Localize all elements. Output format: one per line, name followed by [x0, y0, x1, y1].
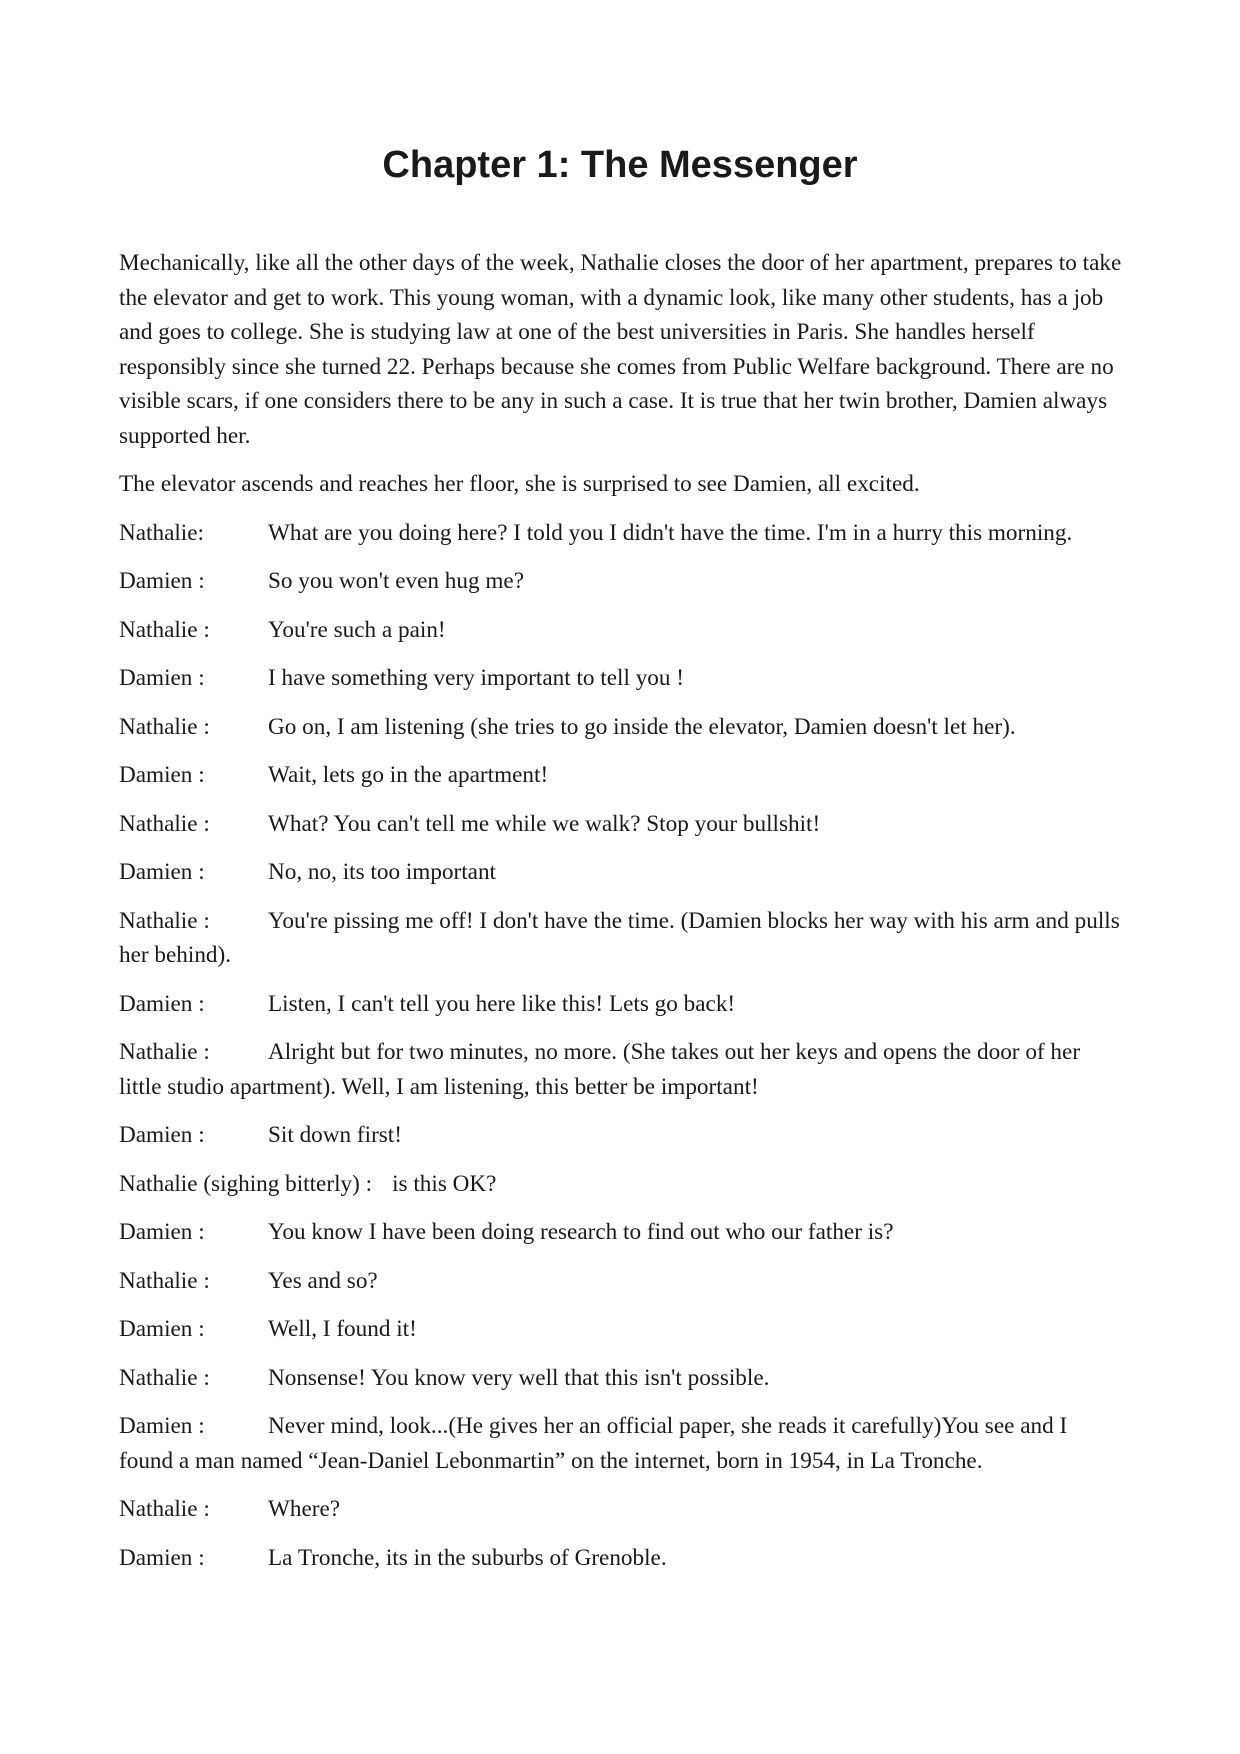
- dialogue-text: Well, I found it!: [268, 1316, 417, 1342]
- dialogue-text: You're such a pain!: [268, 616, 446, 643]
- dialogue-text: You know I have been doing research to find out who our father is?: [268, 1219, 894, 1245]
- dialogue-line: [119, 1118, 1123, 1153]
- dialogue-line: [119, 1264, 1123, 1299]
- dialogue-line: [119, 661, 1123, 696]
- dialogue-text: You're pissing me off! I don't have the time. (Damien blocks her way with his arm and pulls her behind).: [119, 907, 1120, 968]
- speaker-name: Nathalie :: [119, 1364, 210, 1391]
- speaker-name: Damien :: [119, 1219, 205, 1245]
- speaker-name: Damien :: [119, 990, 205, 1017]
- dialogue-line: [119, 1492, 1123, 1527]
- dialogue-line: [119, 807, 1123, 842]
- speaker-name: Damien :: [119, 762, 205, 788]
- dialogue-text: So you won't even hug me?: [268, 568, 524, 594]
- speaker-name: Nathalie :: [119, 1496, 210, 1522]
- dialogue-line: [119, 987, 1123, 1022]
- dialogue-text: Wait, lets go in the apartment!: [268, 762, 549, 788]
- speaker-name: Nathalie :: [119, 810, 210, 837]
- speaker-name: Nathalie :: [119, 616, 210, 643]
- speaker-name: Damien :: [119, 1413, 205, 1439]
- dialogue-text: Never mind, look...(He gives her an official paper, she reads it carefully)You see and I found a man named “Jean-Daniel Lebonmartin” on the internet, born in 1954, in La Tronche.: [119, 1413, 1068, 1474]
- dialogue-text: What? You can't tell me while we walk? Stop your bullshit!: [268, 810, 821, 837]
- speaker-name: Damien :: [119, 1544, 205, 1571]
- dialogue-block: [119, 516, 1123, 1576]
- dialogue-line: [119, 1312, 1123, 1347]
- narrative-paragraph: The elevator ascends and reaches her floor, she is surprised to see Damien, all excited.: [119, 471, 920, 497]
- speaker-name: Nathalie :: [119, 713, 210, 740]
- dialogue-line: [119, 1035, 1123, 1104]
- dialogue-text: No, no, its too important: [268, 859, 497, 885]
- dialogue-line: [119, 564, 1123, 599]
- dialogue-line: [119, 613, 1123, 648]
- narrative-paragraph: Mechanically, like all the other days of the week, Nathalie closes the door of her apartment, prepares to take the elevator and get to work. This young woman, with a dynamic look, like many other students, has a job and goes to college. She is studying law at one of the best universities in Paris. She handles herself responsibly since she turned 22. Perhaps because she comes from Public Welfare background. There are no visible scars, if one considers there to be any in such a case. It is true that her twin brother, Damien always supported her.: [119, 250, 1122, 449]
- dialogue-text: Yes and so?: [268, 1267, 378, 1294]
- dialogue-text: Nonsense! You know very well that this isn't possible.: [268, 1364, 770, 1391]
- dialogue-text: Go on, I am listening (she tries to go inside the elevator, Damien doesn't let her).: [268, 713, 1016, 740]
- dialogue-line: [119, 1167, 1123, 1202]
- speaker-name: Damien :: [119, 1316, 205, 1342]
- speaker-name: Nathalie :: [119, 1039, 210, 1065]
- speaker-name: Damien :: [119, 859, 205, 885]
- dialogue-text: Sit down first!: [268, 1122, 402, 1148]
- dialogue-text: La Tronche, its in the suburbs of Grenoble.: [268, 1544, 667, 1571]
- speaker-name: Nathalie:: [119, 519, 204, 546]
- dialogue-text: Where?: [268, 1496, 341, 1522]
- speaker-name: Nathalie :: [119, 1267, 210, 1294]
- dialogue-text: Listen, I can't tell you here like this! Lets go back!: [268, 990, 736, 1017]
- chapter-body: [119, 246, 1123, 1589]
- dialogue-text: is this OK?: [392, 1170, 497, 1197]
- dialogue-line: [119, 1215, 1123, 1250]
- dialogue-text: What are you doing here? I told you I didn't have the time. I'm in a hurry this morning.: [268, 519, 1073, 546]
- chapter-title: Chapter 1: The Messenger: [382, 144, 858, 186]
- speaker-name: Damien :: [119, 1122, 205, 1148]
- dialogue-text: Alright but for two minutes, no more. (She takes out her keys and opens the door of her little studio apartment). Well, I am listening, this better be important!: [119, 1039, 1081, 1100]
- dialogue-line: [119, 710, 1123, 745]
- dialogue-text: I have something very important to tell you !: [268, 665, 684, 691]
- dialogue-line: [119, 516, 1123, 551]
- dialogue-line: [119, 904, 1123, 973]
- dialogue-line: [119, 1361, 1123, 1396]
- speaker-name: Nathalie :: [119, 907, 210, 934]
- dialogue-line: [119, 1541, 1123, 1576]
- dialogue-line: [119, 758, 1123, 793]
- dialogue-line: [119, 855, 1123, 890]
- speaker-name: Damien :: [119, 568, 205, 594]
- speaker-name: Damien :: [119, 665, 205, 691]
- dialogue-line: [119, 1409, 1123, 1478]
- speaker-name: Nathalie (sighing bitterly) :: [119, 1170, 373, 1197]
